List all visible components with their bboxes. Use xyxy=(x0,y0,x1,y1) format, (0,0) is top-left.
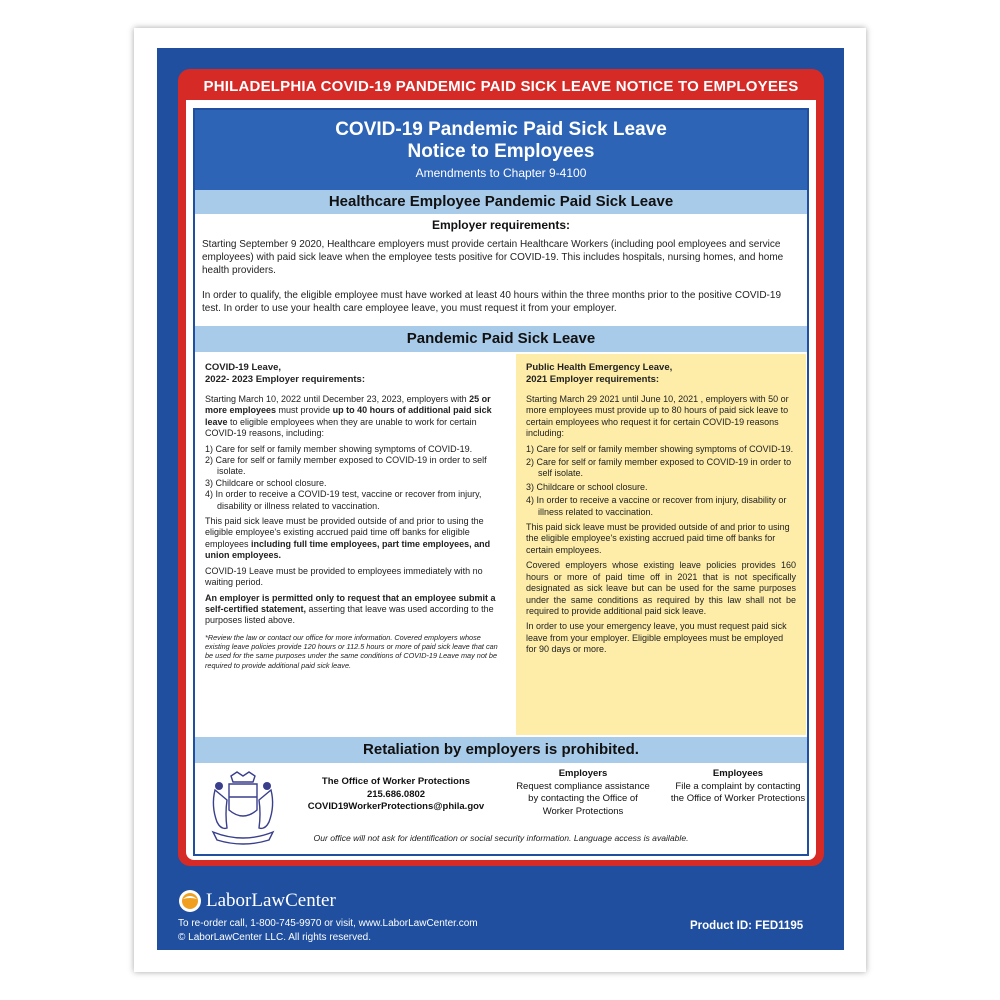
covid-leave-paragraph-3: COVID-19 Leave must be provided to employees immediately with no waiting period. xyxy=(205,565,483,588)
employees-contact xyxy=(670,768,806,806)
intro-text: must provide xyxy=(276,405,333,416)
employers-text: Request compliance assistance by contacting the Office of Worker Protections xyxy=(516,780,650,817)
public-health-paragraph-4: In order to use your emergency leave, you must request paid sick leave from your employer. Eligible employees must be employed for 90 days or more. xyxy=(526,621,787,655)
covid-leave-heading-line2: 2022- 2023 Employer requirements: xyxy=(205,374,365,385)
covid-leave-intro xyxy=(205,394,505,440)
paragraph-text: This paid sick leave must be provided outside of and prior to using the eligible employee's existing accrued paid time off banks for eligible employees xyxy=(205,516,484,549)
header-title-line2: Notice to Employees xyxy=(407,141,595,162)
reorder-info: To re-order call, 1-800-745-9970 or visit, www.LaborLawCenter.com xyxy=(178,918,478,929)
header-subtitle: Amendments to Chapter 9-4100 xyxy=(415,166,587,180)
public-health-heading-line1: Public Health Emergency Leave, xyxy=(526,362,673,373)
employees-heading: Employees xyxy=(712,768,764,779)
brand-name: LaborLawCenter xyxy=(206,890,336,911)
employer-requirements-heading: Employer requirements: xyxy=(431,218,571,232)
banner-title: PHILADELPHIA COVID-19 PANDEMIC PAID SICK LEAVE NOTICE TO EMPLOYEES xyxy=(203,78,799,95)
public-health-leave-column xyxy=(516,354,806,735)
intro-bold-employees: 25 or more employees xyxy=(205,394,491,416)
employees-text: File a complaint by contacting the Office of Worker Protections xyxy=(670,780,806,804)
language-access-note: Our office will not ask for identification or social security information. Language access is available. xyxy=(313,833,689,843)
covid-leave-paragraph-2 xyxy=(205,516,505,562)
covid-leave-column xyxy=(197,354,513,735)
office-name: The Office of Worker Protections xyxy=(321,776,471,787)
pandemic-heading: Pandemic Paid Sick Leave xyxy=(195,326,807,352)
public-health-heading-line2: 2021 Employer requirements: xyxy=(526,374,660,385)
list-item: 3) Childcare or school closure. xyxy=(205,477,327,488)
list-item: 1) Care for self or family member showing symptoms of COVID-19. xyxy=(526,443,794,454)
paragraph-text: asserting that leave was used according to the purposes listed above. xyxy=(205,603,494,626)
copyright: © LaborLawCenter LLC. All rights reserved. xyxy=(178,932,372,943)
covid-leave-heading xyxy=(205,362,505,386)
header-title-line1: COVID-19 Pandemic Paid Sick Leave xyxy=(335,119,667,140)
healthcare-heading: Healthcare Employee Pandemic Paid Sick Leave xyxy=(195,190,807,214)
product-id: Product ID: FED1195 xyxy=(690,920,804,932)
public-health-leave-heading xyxy=(526,362,796,386)
office-contact xyxy=(296,776,496,814)
paragraph-bold: An employer is permitted only to request that an employee submit a self-certified statement, xyxy=(205,592,496,614)
list-item: 2) Care for self or family member exposed to COVID-19 in order to self isolate. xyxy=(205,455,487,477)
intro-bold-hours: up to 40 hours of additional paid sick leave xyxy=(205,405,492,427)
public-health-paragraph-2: This paid sick leave must be provided outside of and prior to using the eligible employee's existing accrued paid time off banks for certain employees. xyxy=(526,522,790,555)
covid-leave-note: *Review the law or contact our office for more information. Covered employers whose existing leave policies provide 120 hours or 112.5 hours or more of paid sick leave that can be used for the same purposes under the same conditions of COVID-19 Leave may not be required to provide additional paid sick leave. xyxy=(205,632,498,670)
public-health-intro: Starting March 29 2021 until June 10, 2021 , employers with 50 or more employees must provide up to 80 hours of paid sick leave to certain employees who request it for certain COVID-19 reasons including: xyxy=(526,394,789,439)
healthcare-paragraph-2: In order to qualify, the eligible employee must have worked at least 40 hours within the three months prior to the positive COVID-19 test. In order to use your health care employee leave, you must request it from your employer. xyxy=(202,290,782,314)
laborlawcenter-logo xyxy=(178,888,336,914)
list-item: 4) In order to receive a vaccine or recover from injury, disability or illness related to vaccination. xyxy=(526,495,787,517)
public-health-reasons-list xyxy=(526,444,796,518)
list-item: 3) Childcare or school closure. xyxy=(526,481,648,492)
poster-header xyxy=(195,110,807,190)
covid-leave-heading-line1: COVID-19 Leave, xyxy=(205,362,282,373)
globe-icon xyxy=(178,889,202,913)
intro-text: to eligible employees when they are unable to work for certain COVID-19 reasons, including: xyxy=(205,416,477,439)
office-email: COVID19WorkerProtections@phila.gov xyxy=(307,801,485,812)
list-item: 1) Care for self or family member showing symptoms of COVID-19. xyxy=(205,443,473,454)
list-item: 4) In order to receive a COVID-19 test, vaccine or recover from injury, disability or illness related to vaccination. xyxy=(205,489,482,511)
employers-contact xyxy=(515,768,651,818)
office-phone: 215.686.0802 xyxy=(366,788,426,800)
employers-heading: Employers xyxy=(558,768,608,779)
paragraph-bold: including full time employees, part time employees, and union employees. xyxy=(205,538,491,561)
healthcare-paragraph-1: Starting September 9 2020, Healthcare employers must provide certain Healthcare Workers (including pool employees and service employees) with paid sick leave when the employee tests positive for COVID-19. This includes hospitals, nursing homes, and home health providers. xyxy=(202,239,784,276)
intro-text: Starting March 10, 2022 until December 23, 2023, employers with xyxy=(205,394,470,404)
list-item: 2) Care for self or family member exposed to COVID-19 in order to self isolate. xyxy=(526,457,792,479)
retaliation-heading: Retaliation by employers is prohibited. xyxy=(195,737,807,763)
covid-leave-paragraph-4 xyxy=(205,593,505,627)
public-health-paragraph-3: Covered employers whose existing leave policies provides 160 hours or more of paid time off in 2021 that is not specifically designated as sick leave but can be used for the same purposes under the same conditions as required by this law shall not be required to provide additional paid sick leave. xyxy=(526,560,796,616)
covid-leave-reasons-list xyxy=(205,444,505,512)
